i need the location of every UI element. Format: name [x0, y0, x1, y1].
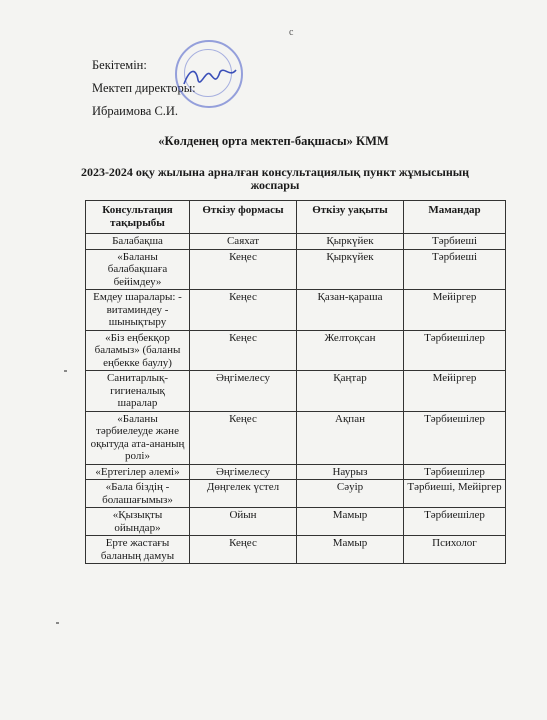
cell-specialists: Тәрбиеші, Мейіргер [404, 480, 506, 508]
table-row [86, 234, 506, 250]
table-row [86, 371, 506, 412]
cell-specialists: Психолог [404, 536, 506, 564]
cell-form: Дөңгелек үстел [190, 480, 297, 508]
cell-form: Ойын [190, 508, 297, 536]
cell-topic: «Баланы тәрбиелеуде және оқытуда ата-ананың ролі» [86, 411, 190, 464]
table-row [86, 330, 506, 371]
cell-topic: «Баланы балабақшаға бейімдеу» [86, 249, 190, 290]
cell-form: Әңгімелесу [190, 464, 297, 480]
cell-time: Желтоқсан [297, 330, 404, 371]
header-time: Өткізу уақыты [297, 201, 404, 234]
cell-topic: «Біз еңбекқор баламыз» (баланы еңбекке баулу) [86, 330, 190, 371]
table-row [86, 249, 506, 290]
cell-time: Қыркүйек [297, 249, 404, 290]
cell-time: Мамыр [297, 536, 404, 564]
cell-topic: Емдеу шаралары: - витаминдеу - шынықтыру [86, 290, 190, 331]
header-mark: с [289, 27, 294, 38]
cell-topic: Балабақша [86, 234, 190, 250]
cell-form: Кеңес [190, 249, 297, 290]
cell-form: Кеңес [190, 536, 297, 564]
approval-line-approve: Бекітемін: [92, 58, 147, 72]
table-row [86, 508, 506, 536]
approval-line-name: Ибраимова С.И. [92, 104, 179, 118]
cell-form: Кеңес [190, 411, 297, 464]
cell-specialists: Мейіргер [404, 290, 506, 331]
table-header-row [86, 201, 506, 234]
org-title: «Көлденең орта мектеп-бақшасы» КММ [158, 134, 389, 148]
cell-specialists: Тәрбиешілер [404, 330, 506, 371]
cell-form: Саяхат [190, 234, 297, 250]
cell-time: Ақпан [297, 411, 404, 464]
scan-speck [56, 622, 59, 624]
header-specialists: Мамандар [404, 201, 506, 234]
table-row [86, 536, 506, 564]
scan-speck [64, 370, 67, 372]
cell-specialists: Тәрбиеші [404, 234, 506, 250]
cell-time: Мамыр [297, 508, 404, 536]
cell-time: Қаңтар [297, 371, 404, 412]
signature-icon [180, 62, 240, 92]
cell-time: Қазан-қараша [297, 290, 404, 331]
table-row [86, 480, 506, 508]
header-topic: Консультация тақырыбы [86, 201, 190, 234]
cell-topic: Санитарлық-гигиеналық шаралар [86, 371, 190, 412]
cell-time: Сәуір [297, 480, 404, 508]
table-row [86, 411, 506, 464]
cell-specialists: Тәрбиешілер [404, 411, 506, 464]
table-row [86, 290, 506, 331]
cell-topic: «Қызықты ойындар» [86, 508, 190, 536]
cell-specialists: Тәрбиешілер [404, 508, 506, 536]
cell-specialists: Тәрбиешілер [404, 464, 506, 480]
table-row [86, 464, 506, 480]
cell-time: Наурыз [297, 464, 404, 480]
approval-line-director: Мектеп директоры: [92, 81, 196, 95]
cell-specialists: Мейіргер [404, 371, 506, 412]
cell-form: Кеңес [190, 290, 297, 331]
header-form: Өткізу формасы [190, 201, 297, 234]
cell-topic: «Ертегілер әлемі» [86, 464, 190, 480]
cell-topic: Ерте жастағы баланың дамуы [86, 536, 190, 564]
cell-form: Кеңес [190, 330, 297, 371]
cell-specialists: Тәрбиеші [404, 249, 506, 290]
cell-topic: «Бала біздің - болашағымыз» [86, 480, 190, 508]
cell-time: Қыркүйек [297, 234, 404, 250]
cell-form: Әңгімелесу [190, 371, 297, 412]
consultation-table [85, 200, 506, 564]
plan-title: 2023-2024 оқу жылына арналған консультациялық пункт жұмысының жоспары [80, 165, 470, 192]
